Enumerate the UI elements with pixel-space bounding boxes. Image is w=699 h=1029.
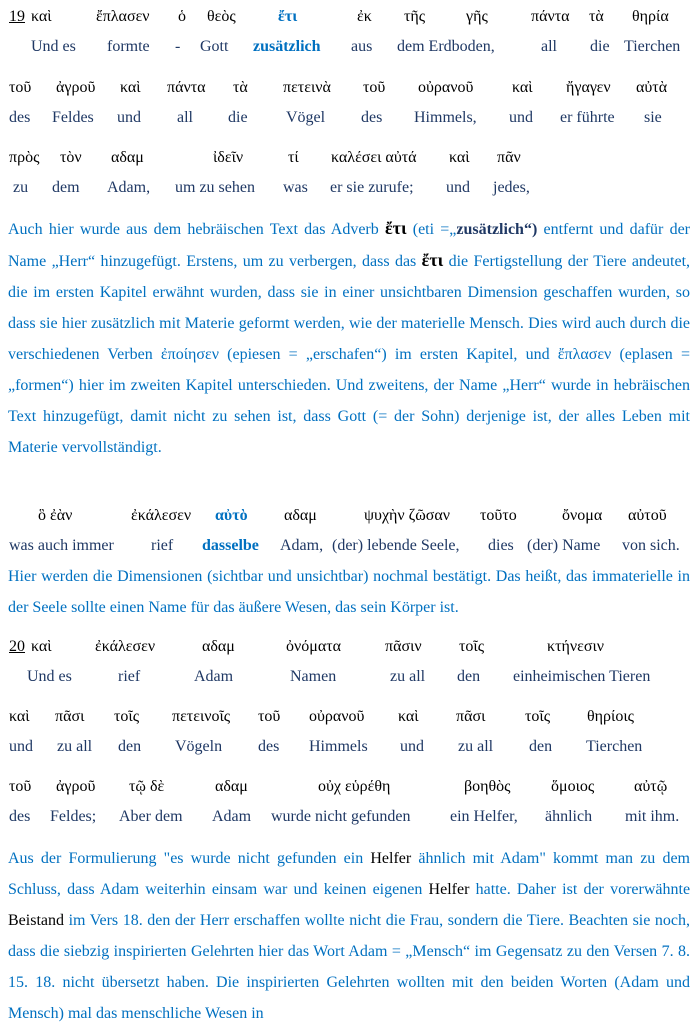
greek-word: καὶ <box>31 8 52 25</box>
german-word: (der) Name <box>527 537 601 554</box>
german-word: was auch immer <box>9 537 114 554</box>
verse-20-german-line-3 <box>0 806 699 828</box>
german-word: Tierchen <box>624 38 681 55</box>
commentary-text: (eti =„ <box>412 221 457 238</box>
greek-word: βοηθὸς <box>464 778 511 795</box>
german-word: formte <box>107 38 150 55</box>
german-word: die <box>228 109 248 126</box>
german-word: Tierchen <box>586 738 643 755</box>
greek-highlight: ἔτι <box>384 218 407 238</box>
german-word: wurde nicht gefunden <box>271 808 411 825</box>
commentary-text: im Vers 18. den der Herr erschaffen wollte nicht die Frau, sondern die Tiere. Beachten sie noch, dass die siebzig inspirierten Gelehrten hier das Wort Adam = „Mensch“ im Gegensatz zu den Versen 7. 8. 15. 18. nicht übersetzt haben. Die inspirierten Gelehrten wollten mit den beiden Worten (Adam und Mensch) mal das menschliche Wesen in <box>8 912 691 1022</box>
german-word: ähnlich <box>545 808 593 825</box>
german-word: einheimischen Tieren <box>513 668 651 685</box>
verse-20-german-line-1 <box>0 666 699 688</box>
greek-word: οὐχ εὑρέθη <box>318 778 391 795</box>
greek-word: θηρία <box>632 8 669 25</box>
german-word: er sie zurufe; <box>330 179 414 196</box>
greek-word: καὶ <box>31 638 52 655</box>
greek-word-highlight: αὐτὸ <box>215 507 248 524</box>
verse-19-greek-line-3 <box>0 147 699 169</box>
greek-word: πάντα <box>167 79 206 96</box>
german-word: zu <box>13 179 29 196</box>
greek-word: καὶ <box>512 79 533 96</box>
greek-word: ἐκάλεσεν <box>131 507 192 524</box>
german-word: des <box>9 109 31 126</box>
greek-word: αδαμ <box>284 507 317 524</box>
greek-word: ὀνόματα <box>286 638 342 655</box>
german-word: Namen <box>290 668 337 685</box>
highlight-quote: “) <box>523 221 538 238</box>
german-word: des <box>9 808 31 825</box>
verse-20-german-line-2 <box>0 736 699 758</box>
greek-word-highlight: ἔτι <box>278 8 298 25</box>
german-word: Adam, <box>280 537 324 554</box>
german-word: jedes, <box>493 179 530 196</box>
greek-word: τοῖς <box>459 638 485 655</box>
greek-word: πᾶσι <box>55 708 85 725</box>
greek-word: αδαμ <box>215 778 248 795</box>
greek-highlight: ἔτι <box>421 250 444 270</box>
german-word: dies <box>488 537 514 554</box>
commentary-text: die Fertigstellung der Tiere andeutet, die im ersten Kapitel erwähnt wurden, dass sie in einer unsichtbaren Dimension geschaffen wurden, so dass sie hier zusätzlich mit Materie geformt werden, wie der materielle Mensch. Dies wird auch durch die verschiedenen Verben ἐποίησεν (epiesen = „erschafen“) im ersten Kapitel, und ἔπλασεν (eplasen = „formen“) hier im zweiten Kapitel unterschieden. Und zweitens, der Name „Herr“ wurde in hebräischen Text hinzugefügt, damit nicht zu sehen ist, dass Gott (= der Sohn) derjenige ist, der alles Leben mit Materie vervollständigt. <box>8 253 691 456</box>
verse-20-greek-line-1 <box>0 636 699 658</box>
greek-word: ὅμοιος <box>551 778 595 795</box>
german-word: rief <box>151 537 174 554</box>
german-word: den <box>457 668 481 685</box>
verse-19-german-line-1 <box>0 36 699 58</box>
greek-word: αὐτὰ <box>636 79 668 96</box>
german-word: den <box>529 738 553 755</box>
greek-word: πᾶσιν <box>385 638 422 655</box>
greek-word: τοῦ <box>9 778 32 795</box>
verse-19b-greek-line <box>0 505 699 527</box>
highlight-word: Beistand <box>8 912 64 929</box>
greek-word: τοῦ <box>258 708 281 725</box>
greek-word: καὶ <box>9 708 30 725</box>
greek-word: καὶ <box>120 79 141 96</box>
german-word: Vögeln <box>175 738 223 755</box>
verse-19-greek-line-2 <box>0 77 699 99</box>
greek-word: ἀγροῦ <box>56 778 96 795</box>
german-word: und <box>400 738 424 755</box>
greek-word: ἀγροῦ <box>56 79 96 96</box>
greek-word: καλέσει αὐτά <box>331 149 417 166</box>
german-word: Adam, <box>107 179 151 196</box>
greek-word: τί <box>288 149 299 166</box>
greek-word: πᾶσι <box>456 708 486 725</box>
german-word: was <box>283 179 308 196</box>
greek-word: αὐτῷ <box>634 778 668 795</box>
greek-word: ἤγαγεν <box>566 79 611 96</box>
greek-word: τῆς <box>404 8 426 25</box>
german-word: und <box>117 109 141 126</box>
german-word: und <box>446 179 470 196</box>
commentary-paragraph <box>8 213 690 463</box>
verse-number: 20 <box>9 638 25 655</box>
german-word: ein Helfer, <box>450 808 518 825</box>
commentary-text: Aus der Formulierung "es wurde nicht gefunden ein <box>8 850 364 867</box>
german-word: Himmels <box>309 738 368 755</box>
greek-word: οὐρανοῦ <box>418 79 474 96</box>
german-word: Feldes; <box>50 808 97 825</box>
german-word: rief <box>118 668 141 685</box>
german-word: des <box>361 109 383 126</box>
german-word: zu all <box>458 738 494 755</box>
german-word: - <box>175 38 181 55</box>
highlight-word: Helfer <box>428 881 470 898</box>
greek-word: αδαμ <box>111 149 144 166</box>
verse-number: 19 <box>9 8 25 25</box>
commentary-text: Auch hier wurde aus dem hebräischen Text das Adverb <box>8 221 379 238</box>
german-word: zu all <box>57 738 93 755</box>
greek-word: πᾶν <box>497 149 521 166</box>
greek-word: ἔπλασεν <box>96 8 150 25</box>
german-word-highlight: zusätzlich <box>253 38 321 55</box>
german-word: dem <box>52 179 80 196</box>
commentary-paragraph: Hier werden die Dimensionen (sichtbar und unsichtbar) nochmal bestätigt. Das heißt, das immaterielle in der Seele sollte einen Name für das äußere Wesen, das sein Körper ist. <box>8 568 690 616</box>
verse-20-greek-line-2 <box>0 706 699 728</box>
greek-word: τὰ <box>233 79 248 96</box>
german-word: Adam <box>194 668 234 685</box>
greek-word: καὶ <box>398 708 419 725</box>
greek-word: ὃ ἐὰν <box>38 507 73 524</box>
greek-word: ἐκ <box>357 8 372 25</box>
german-word: sie <box>644 109 662 126</box>
highlight-word: Helfer <box>370 850 412 867</box>
verse-19b-german-line <box>0 535 699 557</box>
greek-word: πάντα <box>531 8 570 25</box>
highlight-word: zusätzlich <box>456 221 524 238</box>
german-word: und <box>509 109 533 126</box>
german-word: zu all <box>390 668 426 685</box>
greek-word: πρὸς <box>9 149 40 166</box>
greek-word: τοῦτο <box>480 507 517 524</box>
commentary-paragraph <box>8 843 690 1029</box>
greek-word: τὰ <box>589 8 604 25</box>
greek-word: ὄνομα <box>562 507 603 524</box>
german-word: mit ihm. <box>625 808 680 825</box>
german-word: Himmels, <box>414 109 477 126</box>
german-word: und <box>9 738 33 755</box>
german-word: Und es <box>27 668 72 685</box>
greek-word: οὐρανοῦ <box>309 708 365 725</box>
german-word: um zu sehen <box>175 179 255 196</box>
german-word: all <box>541 38 557 55</box>
german-word: Gott <box>200 38 229 55</box>
german-word: den <box>118 738 142 755</box>
greek-word: τῷ δὲ <box>129 778 165 795</box>
greek-word: κτήνεσιν <box>547 638 604 655</box>
verse-19-german-line-3 <box>0 177 699 199</box>
german-word: (der) lebende Seele, <box>332 537 460 554</box>
german-word: des <box>258 738 280 755</box>
greek-word: ὁ <box>178 8 186 25</box>
greek-word: πετεινὰ <box>283 79 331 96</box>
commentary-text: hatte. Daher ist der vorerwähnte <box>475 881 691 898</box>
german-word: Aber dem <box>119 808 183 825</box>
greek-word: αὐτοῦ <box>628 507 667 524</box>
greek-word: γῆς <box>466 8 488 25</box>
german-word: von sich. <box>622 537 680 554</box>
german-word: Vögel <box>286 109 326 126</box>
verse-20-greek-line-3 <box>0 776 699 798</box>
german-word: aus <box>351 38 373 55</box>
german-word: all <box>177 109 193 126</box>
greek-word: τοῖς <box>525 708 551 725</box>
german-word: die <box>590 38 610 55</box>
german-word: Feldes <box>52 109 94 126</box>
commentary-text: entfernt und dafür der Name „Herr“ hinzugefügt. Erstens, um zu verbergen, dass das <box>8 221 691 270</box>
greek-word: πετεινοῖς <box>172 708 231 725</box>
greek-word: τοῖς <box>114 708 140 725</box>
commentary-text: ähnlich mit Adam" kommt man zu dem Schluss, dass Adam weiterhin einsam war und keinen eigenen <box>8 850 691 898</box>
greek-word: τοῦ <box>9 79 32 96</box>
greek-word: ἐκάλεσεν <box>95 638 156 655</box>
german-word: Adam <box>212 808 252 825</box>
greek-word: καὶ <box>449 149 470 166</box>
verse-19-german-line-2 <box>0 107 699 129</box>
verse-19-greek-line-1 <box>0 6 699 28</box>
greek-word: ἰδεῖν <box>213 149 244 166</box>
german-word-highlight: dasselbe <box>202 537 259 554</box>
greek-word: θηρίοις <box>587 708 634 725</box>
greek-word: τοῦ <box>363 79 386 96</box>
greek-word: θεὸς <box>207 8 236 25</box>
greek-word: τὸν <box>60 149 82 166</box>
german-word: dem Erdboden, <box>397 38 495 55</box>
german-word: Und es <box>31 38 76 55</box>
greek-word: ψυχὴν ζῶσαν <box>364 507 451 524</box>
greek-word: αδαμ <box>202 638 235 655</box>
german-word: er führte <box>560 109 615 126</box>
